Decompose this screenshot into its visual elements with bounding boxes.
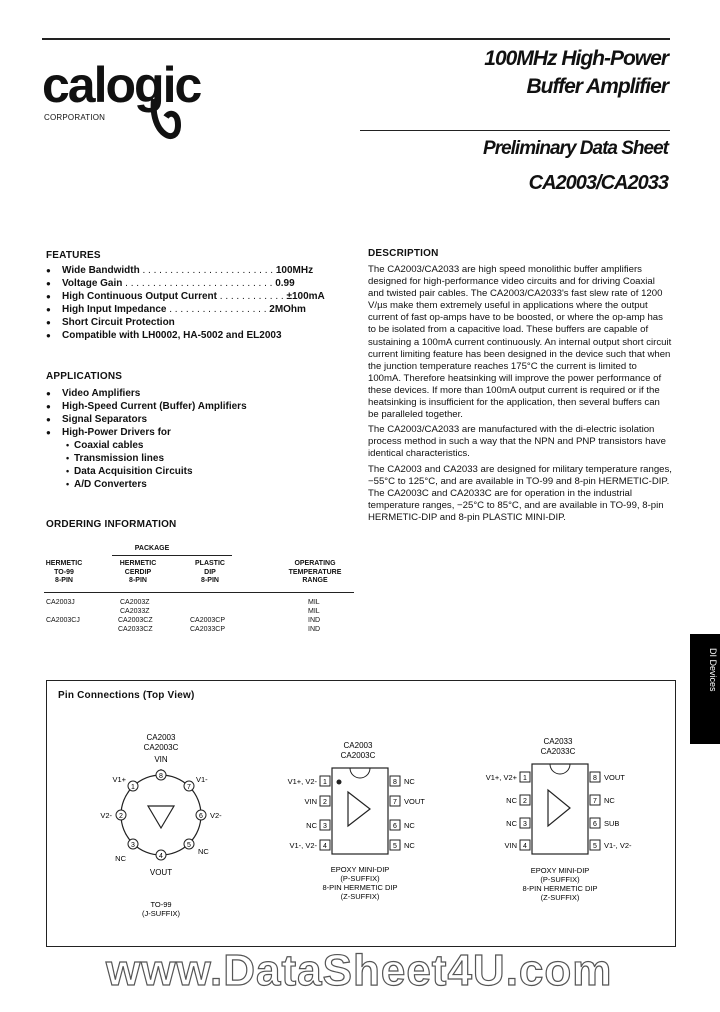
dip2-left-label: NC [506,796,517,805]
ordering-heading: ORDERING INFORMATION [46,519,177,530]
dip1-part1: CA2003 [343,741,373,750]
dip1-right-label: NC [404,821,415,830]
list-item: ● Video Amplifiers [46,387,247,400]
buffer-symbol [348,792,370,826]
dip2-caption: (P-SUFFIX) [540,875,580,884]
dip1-caption: (Z-SUFFIX) [340,892,380,901]
to99-diagram [86,730,236,920]
corporation-label: CORPORATION [44,113,106,122]
to99-caption2: (J-SUFFIX) [142,909,180,918]
table-row: CA2003CJ CA2003CZ CA2003CP IND [46,617,321,624]
svg-text:6: 6 [199,813,203,820]
subtitle: Preliminary Data Sheet [483,138,668,159]
dip2-diagram [476,734,656,909]
svg-text:5: 5 [187,842,191,849]
dip1-right-label: NC [404,841,415,850]
svg-text:8: 8 [593,775,597,782]
dip2-part2: CA2033C [540,747,576,756]
applications-list [46,387,247,491]
dip1-notch [350,768,370,778]
dip2-right-label: V1-, V2- [604,841,632,850]
table-row: CA2033Z MIL [120,608,320,615]
dip2-caption: 8-PIN HERMETIC DIP [522,884,598,893]
svg-text:6: 6 [593,821,597,828]
to99-part1: CA2003 [146,733,176,742]
features-list [46,264,346,342]
svg-text:1: 1 [323,779,327,786]
dip1-caption: EPOXY MINI-DIP [330,865,390,874]
dip2-caption: EPOXY MINI-DIP [530,866,590,875]
list-item: ● Short Circuit Protection [46,316,346,329]
svg-text:3: 3 [323,823,327,830]
svg-text:6: 6 [393,823,397,830]
subtitle-rule [360,130,670,131]
svg-text:7: 7 [593,798,597,805]
watermark: www.DataSheet4U.com [106,946,613,995]
dip1-left-label: VIN [304,797,317,806]
list-item: ● High-Power Drivers for [46,426,247,439]
description-paragraph: The CA2003/CA2033 are manufactured with the di-electric isolation process method in such a way that the NPN and PNP transistors have identical characteristics. [368,424,666,460]
to99-top-label: VIN [154,755,168,764]
dip2-body [532,764,588,854]
list-item: ● Signal Separators [46,413,247,426]
dip2-notch [550,764,570,774]
to99-pin1-label: V1+ [112,775,126,784]
applications-heading: APPLICATIONS [46,371,123,382]
to99-part2: CA2003C [143,743,179,752]
dip1-part2: CA2003C [340,751,376,760]
description-heading: DESCRIPTION [368,248,439,259]
ordering-rule [44,592,354,593]
svg-text:7: 7 [187,784,191,791]
svg-text:1: 1 [131,784,135,791]
svg-text:5: 5 [593,843,597,850]
dip1-caption: (P-SUFFIX) [340,874,380,883]
logo-swash [148,95,184,153]
svg-text:4: 4 [523,843,527,850]
list-item: ● Compatible with LH0002, HA-5002 and EL2003 [46,329,346,342]
features-heading: FEATURES [46,250,101,261]
dip2-right-label: NC [604,796,615,805]
buffer-symbol [148,806,174,828]
list-subitem: • Transmission lines [46,452,247,465]
svg-text:2: 2 [323,799,327,806]
dip2-left-label: VIN [504,841,517,850]
list-item: ● High-Speed Current (Buffer) Amplifiers [46,400,247,413]
svg-text:2: 2 [119,813,123,820]
svg-text:4: 4 [159,853,163,860]
svg-text:1: 1 [523,775,527,782]
section-tab-label: DI Devices [708,648,718,692]
to99-pin5-label: NC [198,847,209,856]
list-item: ● High Continuous Output Current . . . . . . . . . . . . ±100mA [46,290,346,303]
dip2-left-label: NC [506,819,517,828]
top-rule [42,38,670,40]
col-header: PLASTIC DIP 8-PIN [195,560,225,584]
svg-text:3: 3 [523,821,527,828]
table-row: CA2033CZ CA2033CP IND [118,626,321,633]
dip1-left-label: NC [306,821,317,830]
col-header: OPERATING TEMPERATURE RANGE [288,560,342,584]
svg-text:4: 4 [323,843,327,850]
to99-pin2-label: V2- [100,811,112,820]
list-item: ● Wide Bandwidth . . . . . . . . . . . . . . . . . . . . . . . . 100MHz [46,264,346,277]
list-item: ● Voltage Gain . . . . . . . . . . . . . . . . . . . . . . . . . . . 0.99 [46,277,346,290]
svg-text:5: 5 [393,843,397,850]
description-paragraph: The CA2003 and CA2033 are designed for military temperature ranges, −55°C to 125°C, and are available in TO-99 and 8-pin HERMETIC-DIP. The CA2003C and CA2033C are for operation in the industrial temperature ranges, −25°C to 85°C, and are available in TO-99, 8-pin HERMETIC-DIP and 8-pin PLASTIC MINI-DIP. [368,463,672,523]
description-body [368,264,672,527]
col-header: HERMETIC TO-99 8-PIN [45,560,83,584]
package-label: PACKAGE [134,545,170,552]
description-paragraph: The CA2003/CA2033 are high speed monolithic buffer amplifiers designed for high-performance video circuits and for driving Coaxial and twisted pair cables. The CA2003/CA2033's fast slew rate of 1200 V/µs make them extremely useful in applications where the output current of fast op-amps have to be boosted, or where the op-amp has to be isolated from a capacitive load. These buffers are capable of sustaining a 100mA current continuously. An internal output short circuit current limiting feature has been designed in the device such that when the junction temperature reaches 175°C the current is limited to 100mA. Therefore heatsinking will improve the power performance of these devices. If more than 100mA output current is required or if the heatsinking is insufficient for the application, then several buffers can be paralleled together. [368,264,672,421]
dip1-caption: 8-PIN HERMETIC DIP [322,883,398,892]
list-subitem: • Data Acquisition Circuits [46,465,247,478]
to99-caption1: TO-99 [150,900,172,909]
dip2-part1: CA2033 [543,737,573,746]
to99-bottom-label: VOUT [149,868,173,877]
table-row: CA2003J CA2003Z MIL [46,599,320,606]
dip2-right-label: SUB [604,819,620,828]
dip2-left-label: V1+, V2+ [485,773,517,782]
ordering-table-body [44,598,354,634]
svg-text:7: 7 [393,799,397,806]
pin1-marker [337,780,342,785]
list-subitem: • A/D Converters [46,478,247,491]
buffer-symbol [548,790,570,826]
col-header: HERMETIC CERDIP 8-PIN [119,560,157,584]
svg-text:8: 8 [159,773,163,780]
dip1-left-label: V1-, V2- [289,841,317,850]
part-number: CA2003/CA2033 [528,172,668,194]
to99-pin6-label: V2- [210,811,222,820]
list-item: ● High Input Impedance . . . . . . . . . . . . . . . . . . 2MOhm [46,303,346,316]
pin-connections-heading: Pin Connections (Top View) [58,690,195,701]
package-rule [112,555,232,556]
dip1-right-label: NC [404,777,415,786]
dip2-caption: (Z-SUFFIX) [540,893,580,902]
svg-text:3: 3 [131,842,135,849]
svg-text:2: 2 [523,798,527,805]
dip2-right-label: VOUT [604,773,625,782]
to99-pin7-label: V1- [196,775,208,784]
list-subitem: • Coaxial cables [46,439,247,452]
dip1-diagram [276,738,446,908]
to99-pin3-label: NC [115,854,126,863]
title-line1: 100MHz High-Power [484,47,668,70]
calogic-logo: calogic [42,57,201,113]
dip1-left-label: V1+, V2- [287,777,317,786]
title-line2: Buffer Amplifier [526,75,668,98]
dip1-right-label: VOUT [404,797,425,806]
svg-text:8: 8 [393,779,397,786]
